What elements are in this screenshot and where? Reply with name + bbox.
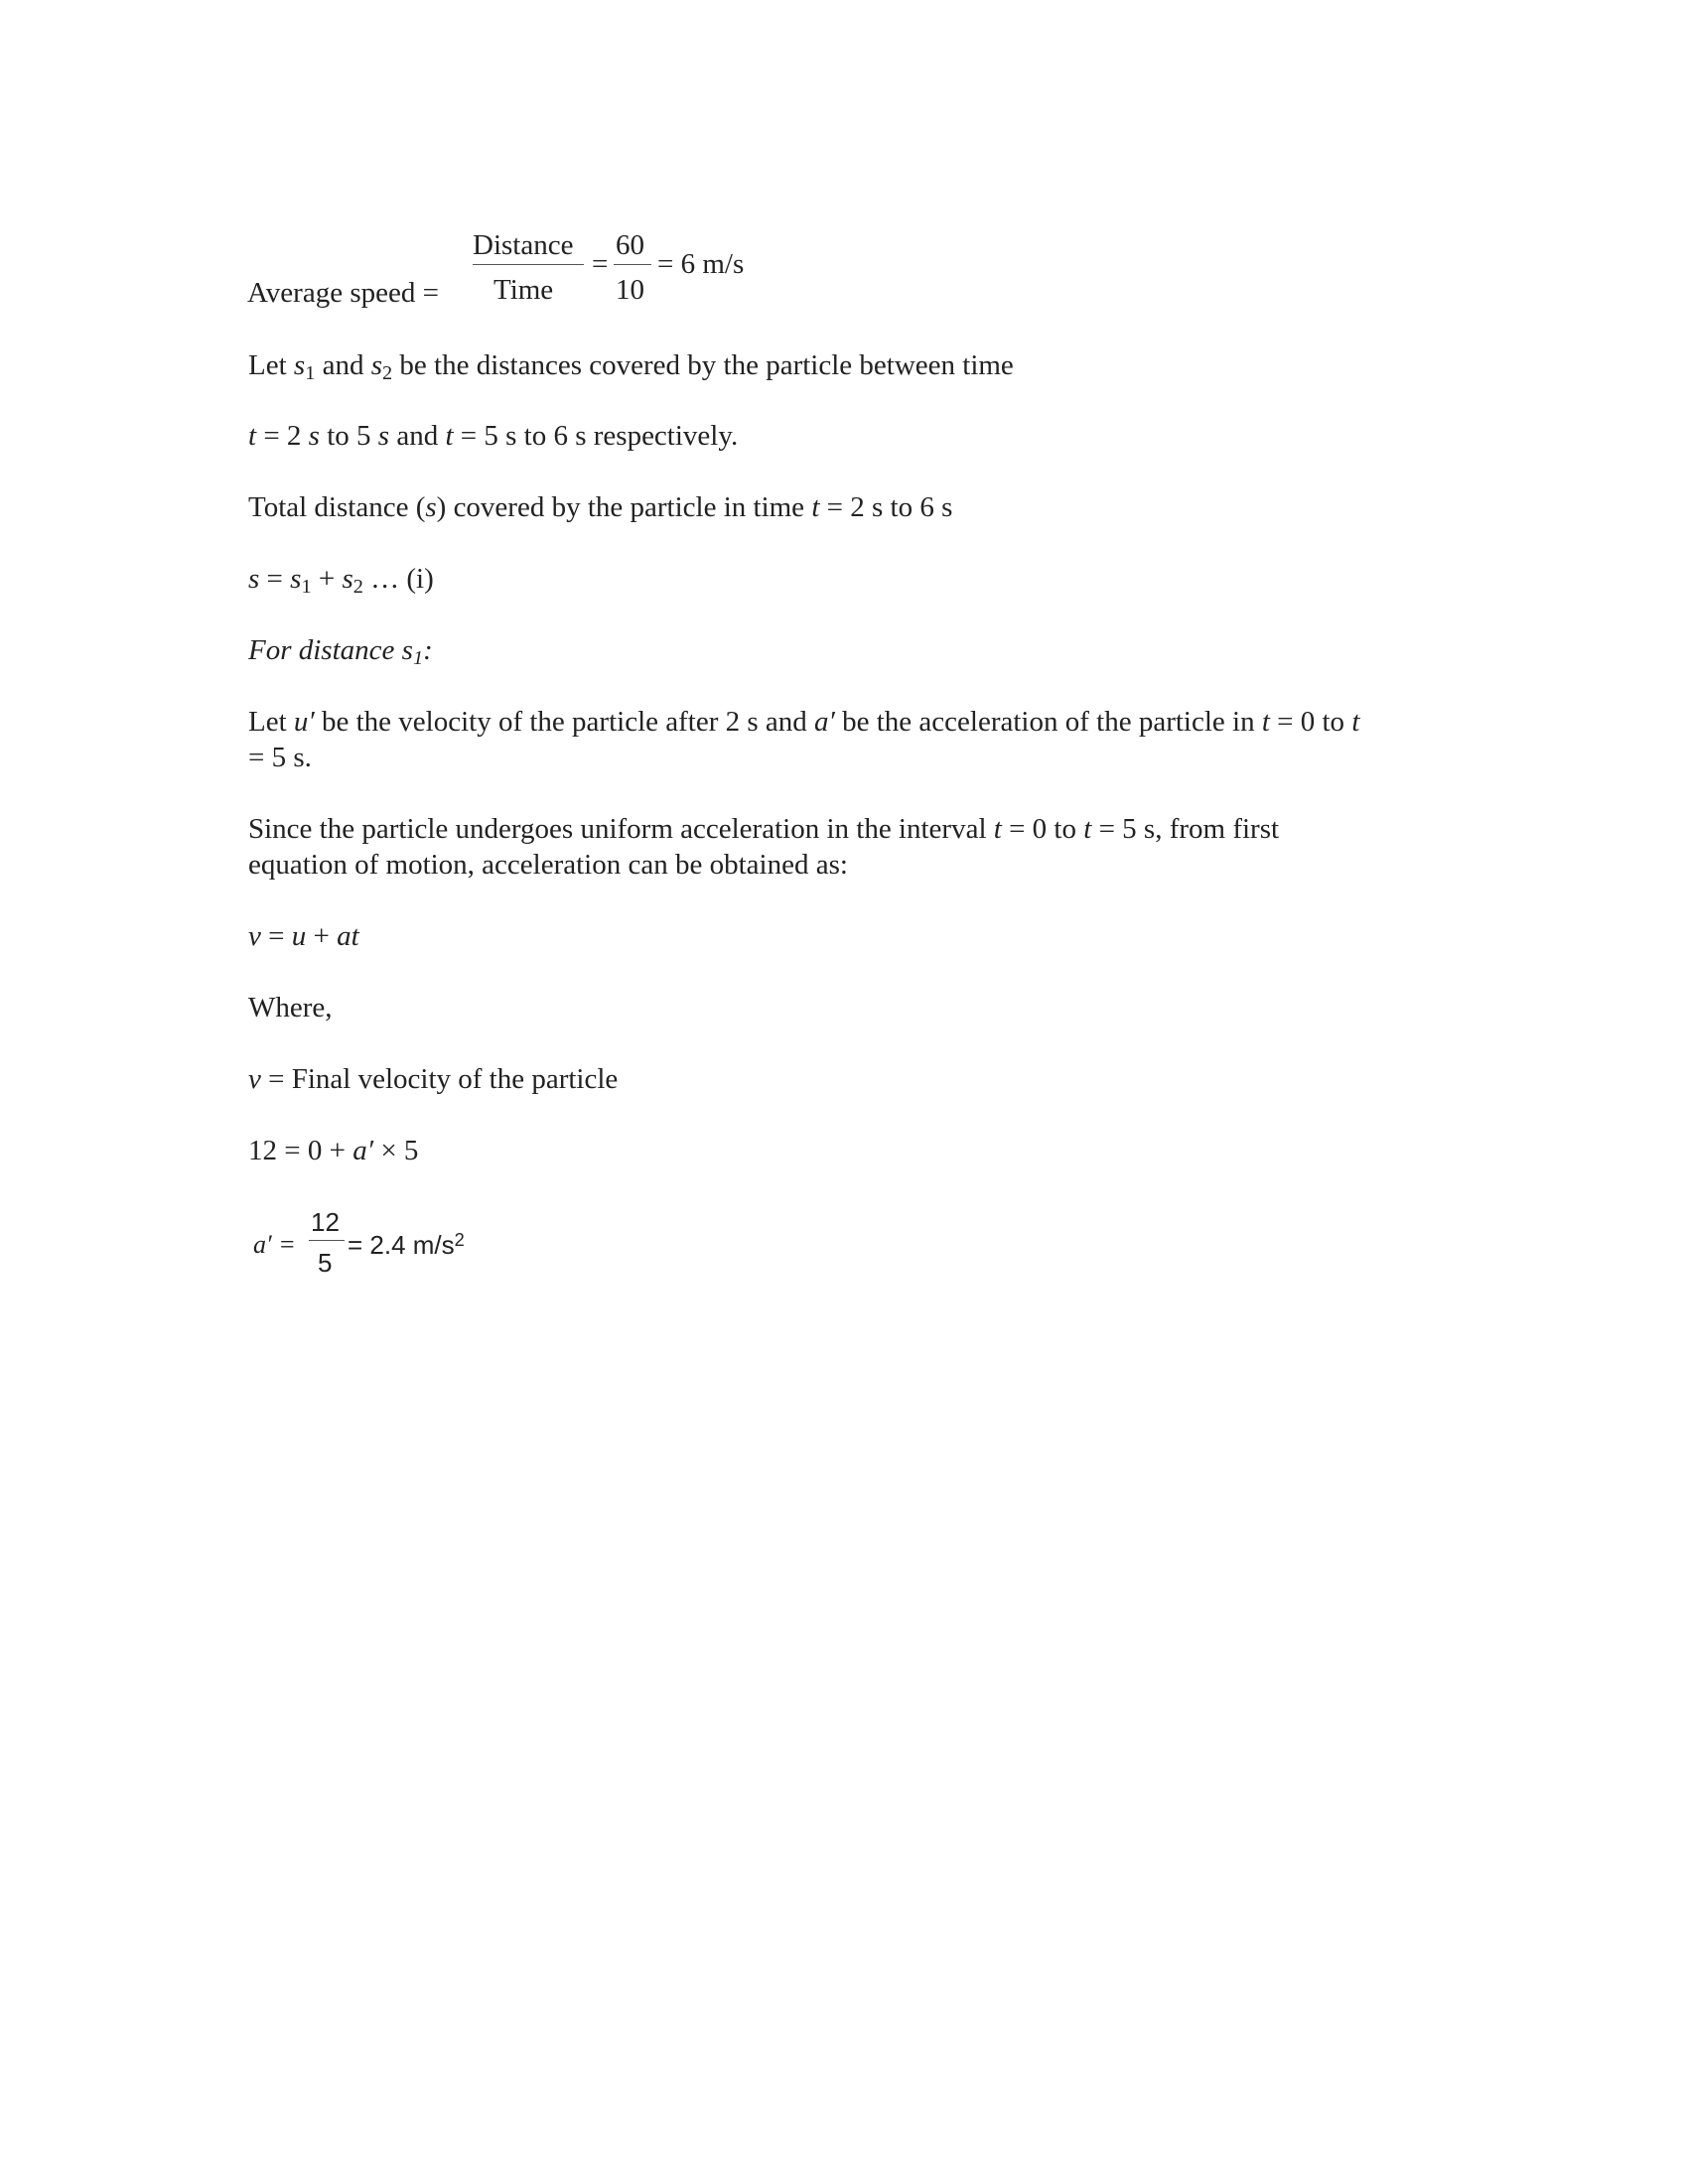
- text-covered: ) covered by the particle in time: [436, 491, 812, 523]
- symbol-s1: s: [293, 349, 306, 381]
- line-let-s1-s2: [248, 347, 1014, 383]
- text-velocity: be the velocity of the particle after 2 s and: [314, 706, 815, 738]
- equals-sign: =: [259, 563, 291, 595]
- text-respectively: = 5 s to 6 s respectively.: [453, 420, 739, 452]
- symbol-t: t: [811, 491, 820, 523]
- subscript-2: 2: [352, 576, 363, 599]
- text-distances-covered: be the distances covered by the particle between time: [392, 349, 1014, 381]
- text-let: Let: [248, 706, 294, 738]
- definition-final-velocity: [248, 1061, 618, 1097]
- text-acceleration: be the acceleration of the particle in: [834, 706, 1262, 738]
- acceleration-value: = 2.4 m/s: [348, 1230, 455, 1260]
- line-total-distance: [248, 489, 952, 525]
- text-for-distance: For distance: [248, 634, 402, 666]
- subscript-1: 1: [301, 576, 312, 599]
- equation-number: … (i): [362, 563, 434, 595]
- paragraph-since: [248, 811, 1380, 883]
- symbol-v: v: [248, 1063, 261, 1095]
- a-prime-lhs: a′ =: [253, 1230, 296, 1259]
- symbol-s: s: [401, 634, 413, 666]
- sixty-numerator: 60: [616, 229, 644, 261]
- text-final-velocity: = Final velocity of the particle: [260, 1063, 619, 1095]
- unit-s: s: [377, 420, 390, 452]
- symbol-t: t: [1351, 706, 1360, 738]
- text-where: Where,: [248, 992, 333, 1024]
- symbol-at: at: [337, 920, 359, 952]
- equals-sign: =: [260, 920, 292, 952]
- text-total-distance: Total distance (: [248, 491, 426, 523]
- symbol-t: t: [248, 420, 257, 452]
- equation-substitution: [248, 1133, 418, 1168]
- text-to-5: to 5: [319, 420, 378, 452]
- five-denominator: 5: [318, 1248, 333, 1278]
- text-range: = 2 s to 6 s: [819, 491, 953, 523]
- equation-s-sum: [248, 561, 434, 597]
- fraction-bar-distance-time: [473, 264, 584, 265]
- colon: :: [423, 634, 433, 666]
- distance-numerator: Distance: [473, 229, 574, 261]
- plus-sign: +: [306, 920, 338, 952]
- text-since: Since the particle undergoes uniform acceleration in the interval: [248, 813, 994, 845]
- equation-first-motion: [248, 918, 359, 954]
- symbol-s2: s: [342, 563, 353, 595]
- symbol-u-prime: u′: [293, 706, 315, 738]
- symbol-s2: s: [370, 349, 383, 381]
- heading-for-distance-s1: [248, 632, 433, 668]
- unit-s: s: [308, 420, 320, 452]
- symbol-s: s: [248, 563, 260, 595]
- subscript-2: 2: [382, 362, 393, 385]
- ten-denominator: 10: [616, 274, 644, 306]
- paragraph-let-u: [248, 704, 1380, 775]
- text-first-equation: = 5 s, from first equation of motion, acceleration can be obtained as:: [248, 813, 1280, 881]
- average-speed-result: = 6 m/s: [657, 248, 745, 280]
- twelve-numerator: 12: [311, 1207, 340, 1237]
- symbol-t: t: [1083, 813, 1092, 845]
- subscript-1: 1: [305, 362, 316, 385]
- text-eq-0-to: = 0 to: [1001, 813, 1084, 845]
- text-eq-0-to: = 0 to: [1269, 706, 1352, 738]
- symbol-t: t: [993, 813, 1002, 845]
- equals-sign: =: [592, 248, 609, 280]
- time-denominator: Time: [493, 274, 554, 306]
- acceleration-result: [348, 1228, 465, 1262]
- text-and: and: [315, 349, 371, 381]
- symbol-t: t: [1261, 706, 1270, 738]
- plus-sign: +: [311, 563, 343, 595]
- text-times-5: × 5: [373, 1135, 419, 1166]
- fraction-bar-sixty-ten: [614, 264, 651, 265]
- symbol-u: u: [291, 920, 307, 952]
- text-eq-2: = 2: [256, 420, 309, 452]
- symbol-s1: s: [290, 563, 302, 595]
- text-and: and: [389, 420, 446, 452]
- symbol-v: v: [248, 920, 261, 952]
- subscript-1: 1: [412, 647, 424, 670]
- symbol-s: s: [425, 491, 437, 523]
- symbol-t: t: [445, 420, 454, 452]
- symbol-a-prime: a′: [352, 1135, 374, 1166]
- symbol-a-prime: a′: [814, 706, 835, 738]
- text-eq-5s: = 5 s.: [248, 742, 312, 773]
- line-time-intervals: [248, 418, 738, 454]
- text-let: Let: [248, 349, 294, 381]
- superscript-2: 2: [454, 1229, 465, 1250]
- average-speed-label: Average speed =: [247, 277, 439, 309]
- fraction-bar-twelve-five: [309, 1240, 345, 1241]
- text-12-eq: 12 = 0 +: [248, 1135, 353, 1166]
